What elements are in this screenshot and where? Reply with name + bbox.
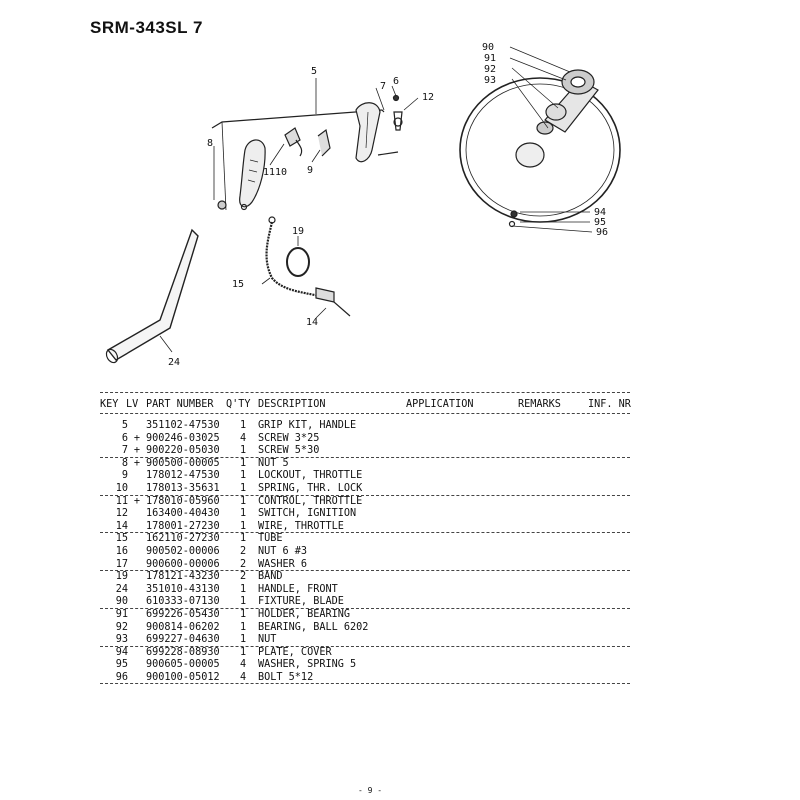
table-rule-top: [100, 392, 630, 393]
table-row: [100, 458, 630, 471]
callout-11-10: 1110: [263, 167, 288, 178]
callout-90: 90: [482, 42, 495, 53]
part-number-cell: 610333-07130: [146, 596, 220, 608]
description-cell: SCREW 5*30: [258, 445, 320, 457]
key-cell: 12: [115, 508, 128, 520]
part-number-cell: 699227-04630: [146, 634, 220, 646]
description-cell: SCREW 3*25: [258, 432, 320, 444]
description-cell: BEARING, BALL 6202: [258, 621, 369, 633]
table-row: [100, 445, 630, 458]
description-cell: SPRING, THR. LOCK: [258, 482, 363, 494]
callout-91: 91: [484, 53, 497, 64]
part-number-cell: 351102-47530: [146, 420, 220, 431]
table-row: [100, 420, 630, 433]
table-row: [100, 596, 630, 609]
header-application: APPLICATION: [406, 399, 474, 410]
description-cell: WASHER 6: [258, 558, 308, 570]
key-cell: 19: [115, 571, 128, 583]
qty-cell: 2: [240, 571, 247, 583]
part-number-cell: 900600-00006: [146, 558, 220, 570]
callout-92: 92: [484, 64, 497, 75]
callout-14: 14: [306, 317, 319, 328]
key-cell: 6: [121, 432, 128, 444]
qty-cell: 1: [240, 482, 247, 494]
table-row: [100, 659, 630, 672]
header-lv: LV: [126, 399, 139, 410]
table-row: [100, 470, 630, 483]
table-row: [100, 496, 630, 509]
table-row: [100, 546, 630, 559]
qty-cell: 1: [240, 596, 247, 608]
part-number-cell: 178001-27230: [146, 520, 220, 532]
callout-95: 95: [594, 217, 607, 228]
key-cell: 94: [115, 646, 128, 658]
callout-15: 15: [232, 279, 245, 290]
qty-cell: 1: [240, 621, 247, 633]
description-cell: SWITCH, IGNITION: [258, 508, 357, 520]
qty-cell: 4: [240, 659, 247, 671]
qty-cell: 4: [240, 432, 247, 444]
part-number-cell: 178012-47530: [146, 470, 220, 482]
callout-8: 8: [207, 138, 214, 149]
table-body: [100, 420, 630, 684]
key-cell: 17: [115, 558, 128, 570]
callout-24: 24: [168, 357, 181, 368]
description-cell: NUT 5: [258, 457, 289, 469]
description-cell: BOLT 5*12: [258, 671, 314, 683]
callout-12: 12: [422, 92, 435, 103]
table-row: [100, 533, 630, 546]
description-cell: NUT 6 #3: [258, 545, 308, 557]
key-cell: 95: [115, 659, 128, 671]
part-number-cell: 178010-05960: [146, 495, 220, 507]
qty-cell: 1: [240, 420, 247, 431]
header-remarks: REMARKS: [518, 399, 561, 410]
table-row: [100, 609, 630, 622]
key-cell: 96: [115, 671, 128, 683]
table-row: [100, 571, 630, 584]
part-number-cell: 900100-05012: [146, 671, 220, 683]
part-number-cell: 699228-08930: [146, 646, 220, 658]
part-number-cell: 163400-40430: [146, 508, 220, 520]
callout-96: 96: [596, 227, 609, 238]
header-description: DESCRIPTION: [258, 399, 326, 410]
key-cell: 8: [121, 457, 128, 469]
page-number: - 9 -: [357, 786, 383, 795]
qty-cell: 1: [240, 646, 247, 658]
qty-cell: 1: [240, 445, 247, 457]
qty-cell: 1: [240, 583, 247, 595]
description-cell: PLATE, COVER: [258, 646, 332, 658]
table-row: [100, 634, 630, 647]
table-row: [100, 508, 630, 521]
description-cell: WASHER, SPRING 5: [258, 659, 357, 671]
parts-table: [100, 392, 630, 684]
part-number-cell: 900220-05030: [146, 445, 220, 457]
qty-cell: 4: [240, 671, 247, 683]
key-cell: 11: [115, 495, 128, 507]
level-cell: +: [133, 457, 141, 469]
key-cell: 91: [115, 608, 128, 620]
qty-cell: 2: [240, 545, 247, 557]
qty-cell: 1: [240, 495, 247, 507]
table-row: [100, 559, 630, 572]
header-qty: Q'TY: [226, 399, 251, 410]
description-cell: GRIP KIT, HANDLE: [258, 420, 357, 431]
qty-cell: 2: [240, 558, 247, 570]
table-row: [100, 521, 630, 534]
table-row: [100, 647, 630, 660]
part-number-cell: 351010-43130: [146, 583, 220, 595]
description-cell: LOCKOUT, THROTTLE: [258, 470, 363, 482]
part-number-cell: 162110-27230: [146, 533, 220, 545]
part-number-cell: 699226-05430: [146, 608, 220, 620]
part-number-cell: 178121-43230: [146, 571, 220, 583]
table-row: [100, 622, 630, 635]
parts-diagram: [0, 0, 800, 380]
key-cell: 92: [115, 621, 128, 633]
key-cell: 7: [121, 445, 128, 457]
part-number-cell: 900500-00005: [146, 457, 220, 469]
key-cell: 14: [115, 520, 128, 532]
qty-cell: 1: [240, 634, 247, 646]
key-cell: 5: [121, 420, 128, 431]
table-row: [100, 483, 630, 496]
qty-cell: 1: [240, 533, 247, 545]
key-cell: 9: [121, 470, 128, 482]
header-part-number: PART NUMBER: [146, 399, 214, 410]
part-number-cell: 900246-03025: [146, 432, 220, 444]
callout-5: 5: [311, 66, 318, 77]
key-cell: 16: [115, 545, 128, 557]
callout-7: 7: [380, 81, 387, 92]
level-cell: +: [133, 432, 141, 444]
qty-cell: 1: [240, 520, 247, 532]
description-cell: HANDLE, FRONT: [258, 583, 338, 595]
header-key: KEY: [100, 399, 119, 410]
qty-cell: 1: [240, 457, 247, 469]
description-cell: FIXTURE, BLADE: [258, 596, 344, 608]
callout-93: 93: [484, 75, 497, 86]
level-cell: +: [133, 495, 141, 507]
key-cell: 10: [115, 482, 128, 494]
description-cell: CONTROL, THROTTLE: [258, 495, 363, 507]
header-info: INF. NR: [588, 399, 631, 410]
description-cell: NUT: [258, 634, 277, 646]
part-number-cell: 900502-00006: [146, 545, 220, 557]
part-number-cell: 178013-35631: [146, 482, 220, 494]
table-row: [100, 672, 630, 685]
description-cell: WIRE, THROTTLE: [258, 520, 344, 532]
description-cell: TUBE: [258, 533, 283, 545]
level-cell: +: [133, 445, 141, 457]
qty-cell: 1: [240, 470, 247, 482]
qty-cell: 1: [240, 508, 247, 520]
table-rule-header: [100, 413, 630, 414]
callout-9: 9: [307, 165, 314, 176]
part-number-cell: 900814-06202: [146, 621, 220, 633]
table-row: [100, 433, 630, 446]
table-row: [100, 584, 630, 597]
callout-6: 6: [393, 76, 400, 87]
key-cell: 24: [115, 583, 128, 595]
callout-19: 19: [292, 226, 305, 237]
page-title: SRM-343SL 7: [90, 18, 203, 37]
part-number-cell: 900605-00005: [146, 659, 220, 671]
description-cell: HOLDER, BEARING: [258, 608, 351, 620]
key-cell: 93: [115, 634, 128, 646]
qty-cell: 1: [240, 608, 247, 620]
callout-94: 94: [594, 207, 607, 218]
description-cell: BAND: [258, 571, 283, 583]
key-cell: 15: [115, 533, 128, 545]
table-header: [100, 397, 630, 413]
key-cell: 90: [115, 596, 128, 608]
